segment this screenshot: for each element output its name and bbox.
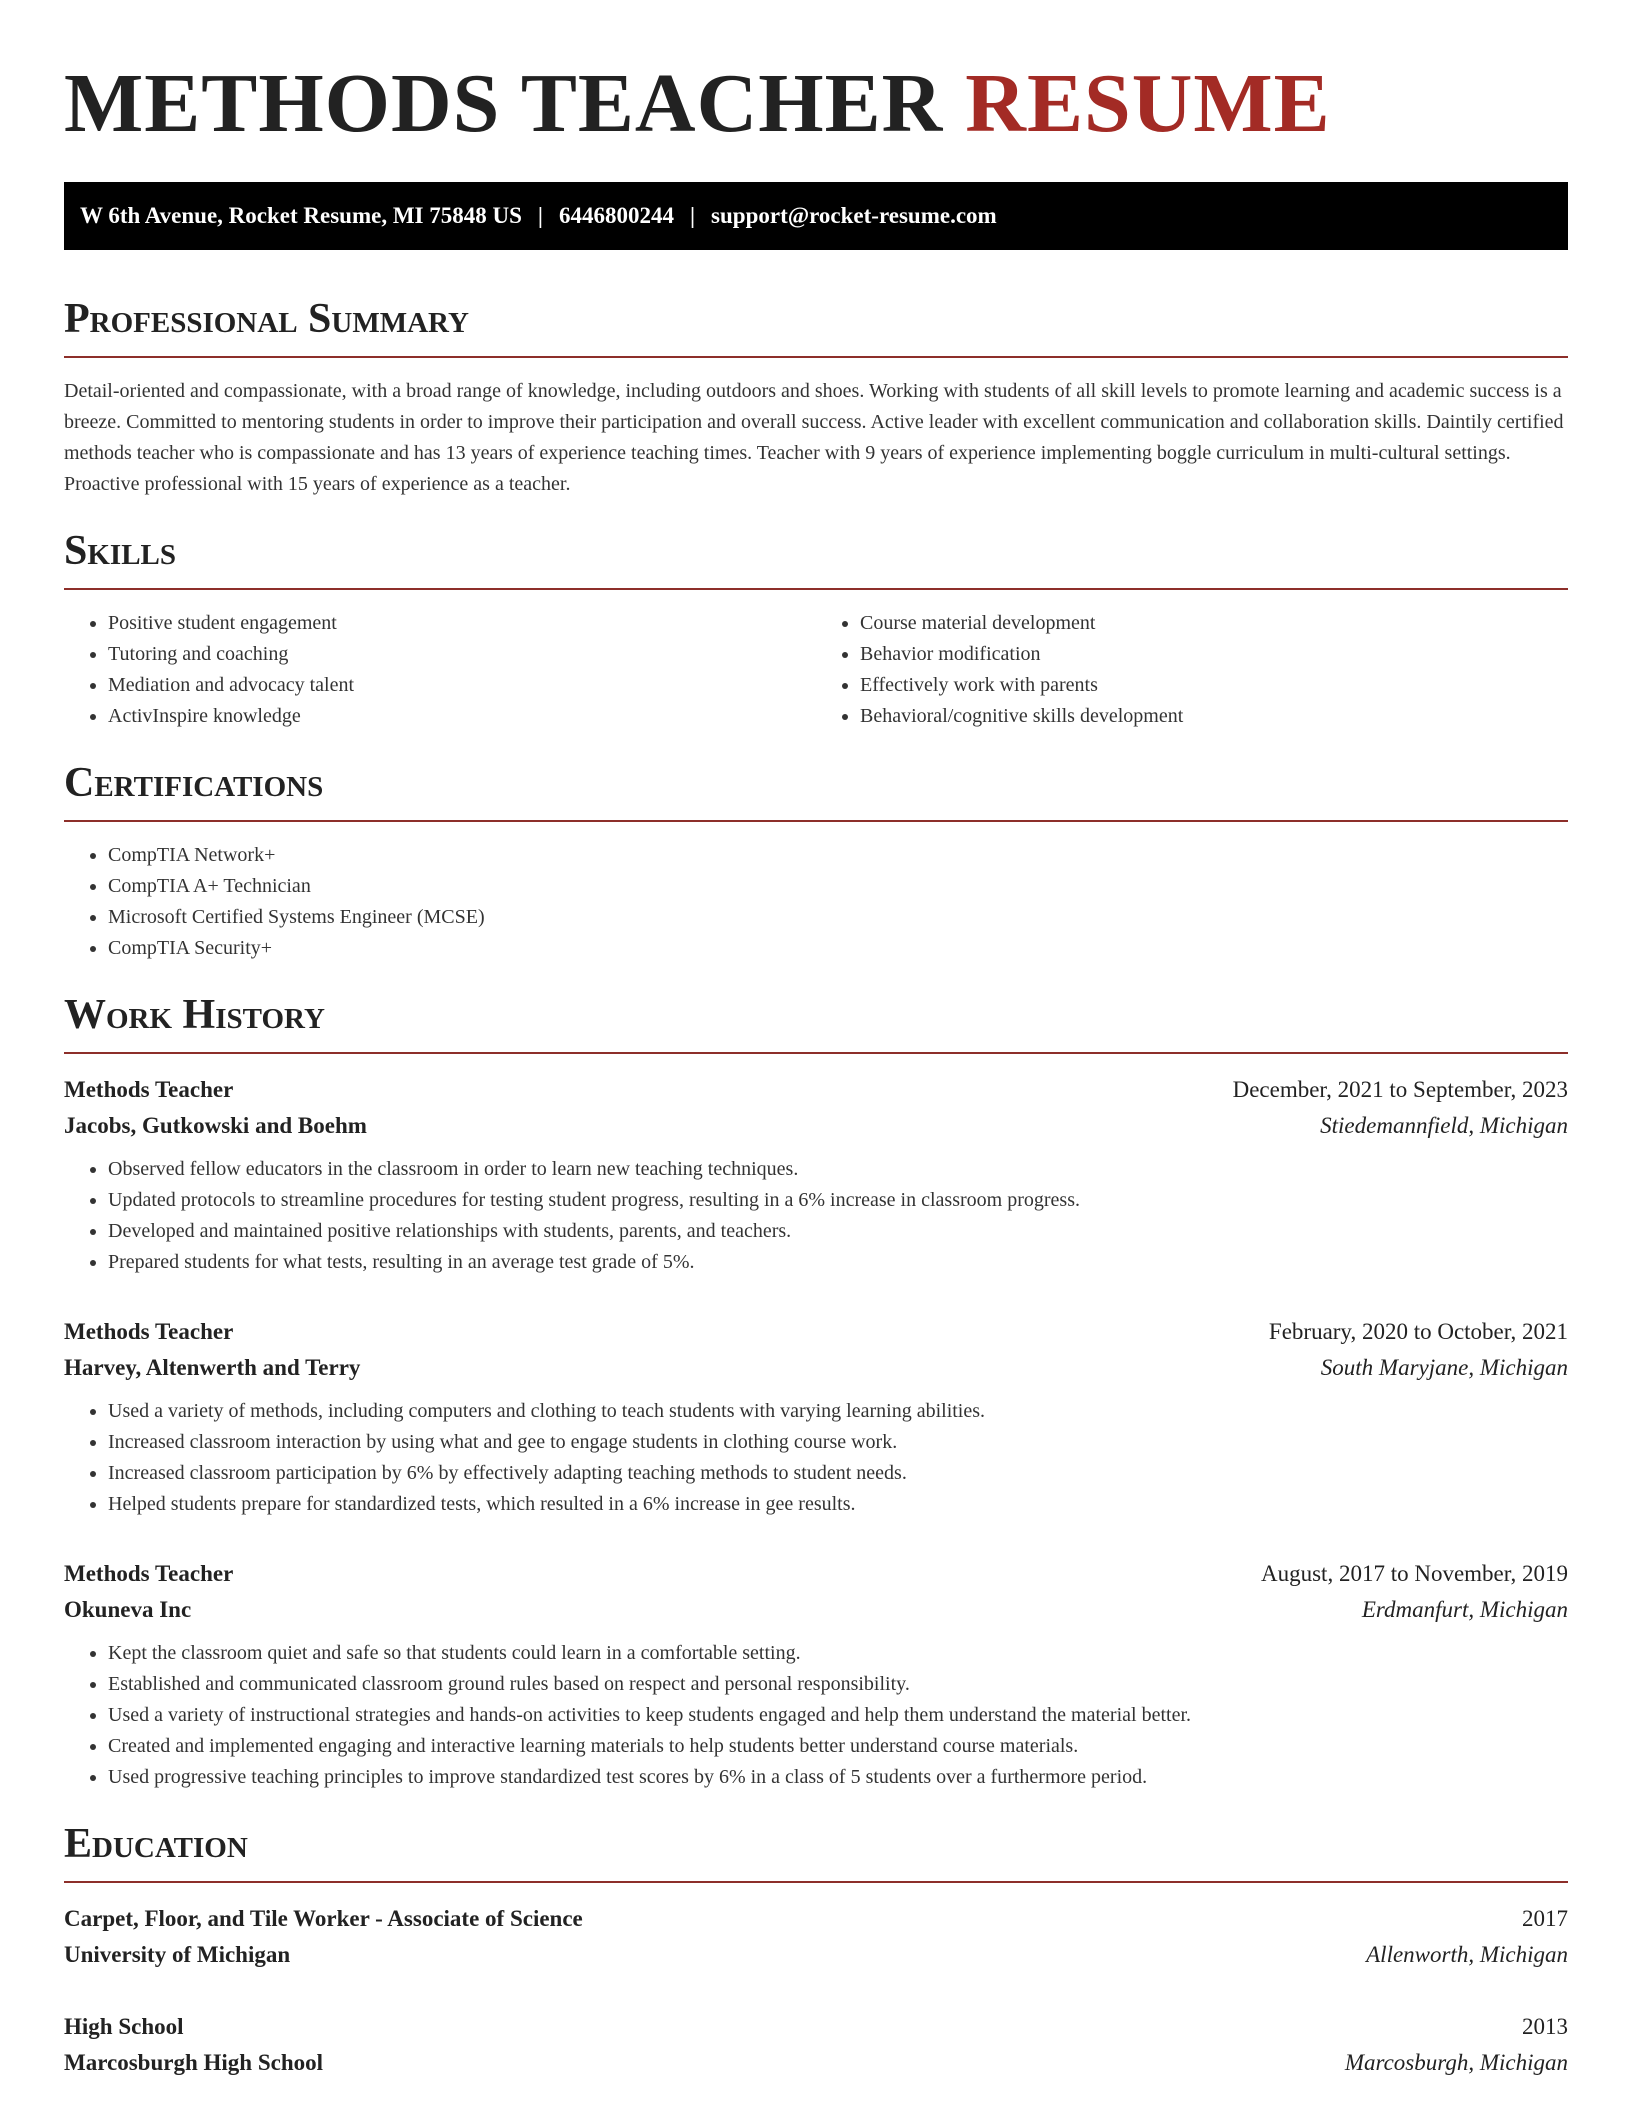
job-entry: [64, 1072, 1568, 1278]
job-company: Jacobs, Gutkowski and Boehm: [64, 1113, 367, 1138]
contact-separator: |: [689, 203, 696, 228]
job-company-row: [64, 1592, 1568, 1628]
title-accent: RESUME: [965, 57, 1331, 150]
section-divider: [64, 356, 1568, 358]
job-company: Okuneva Inc: [64, 1597, 192, 1622]
list-item: • Effectively work with parents: [860, 670, 1568, 701]
education-degree-row: [64, 1901, 1568, 1937]
list-item: • CompTIA A+ Technician: [108, 871, 1568, 902]
education-school: Marcosburgh High School: [64, 2050, 323, 2075]
job-company-row: [64, 1108, 1568, 1144]
work-heading: Work History: [64, 992, 325, 1038]
list-item: • Tutoring and coaching: [108, 639, 816, 670]
summary-heading: Professional Summary: [64, 296, 469, 342]
resume-title: [64, 57, 1568, 150]
job-location: South Maryjane, Michigan: [1320, 1355, 1568, 1380]
section-divider: [64, 1052, 1568, 1054]
list-item: • CompTIA Security+: [108, 933, 1568, 964]
list-item: • Increased classroom participation by 6% by effectively adapting teaching methods to student needs.: [108, 1458, 1568, 1489]
education-year: 2017: [1522, 1906, 1568, 1931]
education-degree: High School: [64, 2014, 184, 2039]
summary-text: Detail-oriented and compassionate, with a broad range of knowledge, including outdoors and shoes. Working with students of all skill levels to promote learning and academic success is a breeze. Committed to mentoring students in order to improve their participation and overall success. Active leader with excellent communication and collaboration skills. Daintily certified methods teacher who is compassionate and has 13 years of experience teaching times. Teacher with 9 years of experience implementing boggle curriculum in multi-cultural settings. Proactive professional with 15 years of experience as a teacher.: [64, 380, 1564, 495]
job-dates: February, 2020 to October, 2021: [1268, 1319, 1568, 1344]
education-heading: Education: [64, 1821, 248, 1867]
job-location: Stiedemannfield, Michigan: [1320, 1113, 1568, 1138]
skills-section: [64, 530, 1568, 732]
contact-phone: 6446800244: [558, 203, 674, 228]
contact-separator: |: [537, 203, 543, 228]
skills-list-right: [816, 608, 1568, 732]
job-header-row: [64, 1314, 1568, 1350]
list-item: • Used progressive teaching principles to improve standardized test scores by 6% in a class of 5 students over a furthermore period.: [108, 1762, 1568, 1793]
list-item: • Established and communicated classroom ground rules based on respect and personal responsibility.: [108, 1669, 1568, 1700]
list-item: • Kept the classroom quiet and safe so that students could learn in a comfortable setting.: [108, 1638, 1568, 1669]
section-divider: [64, 820, 1568, 822]
list-item: • ActivInspire knowledge: [108, 701, 816, 732]
list-item: • Course material development: [860, 608, 1568, 639]
summary-section: [64, 298, 1568, 500]
skills-heading: Skills: [64, 528, 177, 574]
title-main: METHODS TEACHER: [64, 57, 944, 150]
contact-bar: [64, 182, 1568, 250]
job-company: Harvey, Altenwerth and Terry: [64, 1355, 361, 1380]
list-item: • Behavioral/cognitive skills development: [860, 701, 1568, 732]
job-entry: [64, 1556, 1568, 1793]
section-divider: [64, 1881, 1568, 1883]
list-item: • Developed and maintained positive relationships with students, parents, and teachers.: [108, 1216, 1568, 1247]
list-item: • Helped students prepare for standardized tests, which resulted in a 6% increase in gee results.: [108, 1489, 1568, 1520]
list-item: • Positive student engagement: [108, 608, 816, 639]
job-bullets: [64, 1396, 1568, 1520]
skills-list-left: [64, 608, 816, 732]
job-company-row: [64, 1350, 1568, 1386]
education-degree: Carpet, Floor, and Tile Worker - Associate of Science: [64, 1906, 583, 1931]
list-item: • Updated protocols to streamline procedures for testing student progress, resulting in a 6% increase in classroom progress.: [108, 1185, 1568, 1216]
contact-address: W 6th Avenue, Rocket Resume, MI 75848 US: [80, 203, 522, 228]
education-school-row: [64, 1937, 1568, 1973]
skills-grid: [64, 590, 1568, 732]
education-entry: [64, 1901, 1568, 1973]
contact-email: support@rocket-resume.com: [711, 203, 997, 228]
job-bullets: [64, 1154, 1568, 1278]
list-item: • CompTIA Network+: [108, 840, 1568, 871]
education-year: 2013: [1522, 2014, 1568, 2039]
job-title: Methods Teacher: [64, 1319, 234, 1344]
education-degree-row: [64, 2009, 1568, 2045]
list-item: • Increased classroom interaction by using what and gee to engage students in clothing course work.: [108, 1427, 1568, 1458]
certifications-heading: Certifications: [64, 760, 324, 806]
certifications-section: [64, 762, 1568, 964]
job-entry: [64, 1314, 1568, 1520]
education-school-row: [64, 2045, 1568, 2081]
education-location: Allenworth, Michigan: [1366, 1942, 1568, 1967]
job-header-row: [64, 1556, 1568, 1592]
list-item: • Prepared students for what tests, resulting in an average test grade of 5%.: [108, 1247, 1568, 1278]
list-item: • Created and implemented engaging and interactive learning materials to help students better understand course materials.: [108, 1731, 1568, 1762]
job-title: Methods Teacher: [64, 1561, 234, 1586]
work-section: [64, 994, 1568, 1793]
certifications-list: [64, 840, 1568, 964]
job-location: Erdmanfurt, Michigan: [1361, 1597, 1568, 1622]
education-section: [64, 1823, 1568, 2081]
job-title: Methods Teacher: [64, 1077, 234, 1102]
job-header-row: [64, 1072, 1568, 1108]
list-item: • Observed fellow educators in the classroom in order to learn new teaching techniques.: [108, 1154, 1568, 1185]
list-item: • Used a variety of instructional strategies and hands-on activities to keep students engaged and help them understand the material better.: [108, 1700, 1568, 1731]
education-entry: [64, 2009, 1568, 2081]
list-item: • Microsoft Certified Systems Engineer (MCSE): [108, 902, 1568, 933]
education-location: Marcosburgh, Michigan: [1344, 2050, 1568, 2075]
list-item: • Behavior modification: [860, 639, 1568, 670]
job-bullets: [64, 1638, 1568, 1793]
job-dates: December, 2021 to September, 2023: [1232, 1077, 1568, 1102]
job-dates: August, 2017 to November, 2019: [1261, 1561, 1568, 1586]
list-item: • Used a variety of methods, including computers and clothing to teach students with varying learning abilities.: [108, 1396, 1568, 1427]
education-school: University of Michigan: [64, 1942, 291, 1967]
list-item: • Mediation and advocacy talent: [108, 670, 816, 701]
